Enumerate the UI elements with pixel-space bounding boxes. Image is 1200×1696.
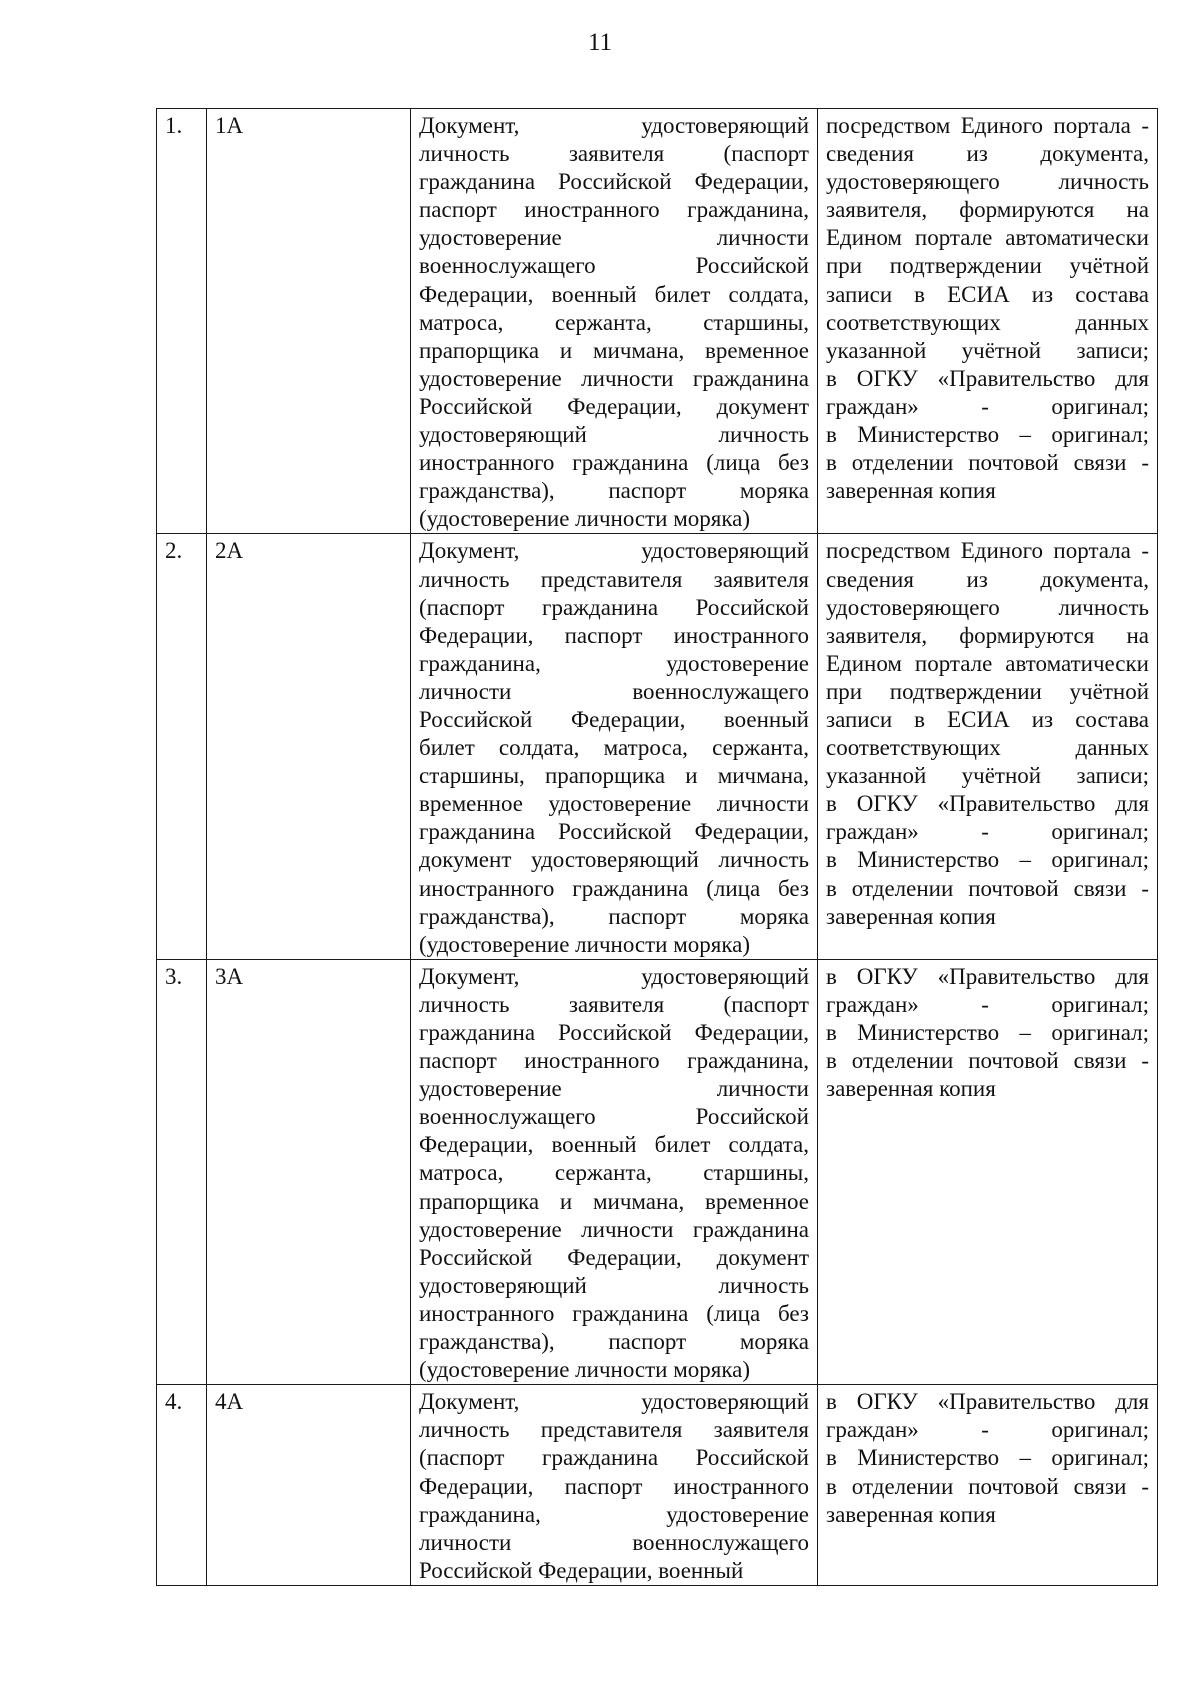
cell-text-line: записи в ЕСИА из состава: [826, 281, 1149, 307]
cell-text-line: личности военнослужащего: [419, 678, 809, 704]
cell-text-line: заявителя, формируются на: [826, 197, 1149, 223]
cell-text-line: удостоверение личности: [419, 225, 809, 251]
cell-text-line: граждан» - оригинал;: [826, 393, 1149, 419]
cell-text-line: удостоверяющий личность: [419, 1272, 809, 1298]
cell-text-line: удостоверяющего личность: [826, 594, 1149, 620]
table-row: [157, 959, 1158, 1384]
cell-text-line: в Министерство – оригинал;: [826, 1445, 1149, 1471]
cell-text-line: удостоверение личности гражданина: [419, 365, 809, 391]
cell-text-line: Федерации, паспорт иностранного: [419, 622, 809, 648]
row-number: 4.: [157, 1385, 207, 1586]
row-code: 3А: [207, 959, 411, 1384]
cell-text-line: иностранного гражданина (лица без: [419, 1300, 809, 1326]
cell-text-line: в Министерство – оригинал;: [826, 422, 1149, 448]
cell-text-line: в отделении почтовой связи -: [826, 1473, 1149, 1499]
cell-text-line: старшины, прапорщика и мичмана,: [419, 763, 809, 789]
cell-text-line: личность заявителя (паспорт: [419, 141, 809, 167]
cell-text-line: заверенная копия: [826, 1076, 996, 1102]
table-row: [157, 534, 1158, 959]
cell-text-line: личность заявителя (паспорт: [419, 991, 809, 1017]
row-number: 1.: [157, 109, 207, 534]
row-code: 1А: [207, 109, 411, 534]
cell-text-line: Едином портале автоматически: [826, 650, 1149, 676]
cell-text-line: в ОГКУ «Правительство для: [826, 365, 1149, 391]
cell-text-line: граждан» - оригинал;: [826, 991, 1149, 1017]
submission-method: [818, 959, 1158, 1384]
cell-text-line: гражданства), паспорт моряка: [419, 903, 809, 929]
cell-text-line: (удостоверение личности моряка): [419, 931, 751, 957]
cell-text-line: гражданина Российской Федерации,: [419, 169, 809, 195]
cell-text-line: паспорт иностранного гражданина,: [419, 197, 809, 223]
cell-text-line: Федерации, паспорт иностранного: [419, 1473, 809, 1499]
submission-method: [818, 534, 1158, 959]
cell-text-line: в отделении почтовой связи -: [826, 1048, 1149, 1074]
cell-text-line: в Министерство – оригинал;: [826, 1020, 1149, 1045]
cell-text-line: прапорщика и мичмана, временное: [419, 1188, 809, 1214]
cell-text-line: Российской Федерации, военный: [419, 706, 809, 732]
cell-text-line: гражданства), паспорт моряка: [419, 1329, 809, 1355]
cell-text-line: паспорт иностранного гражданина,: [419, 1048, 809, 1074]
cell-text-line: заверенная копия: [826, 478, 996, 504]
row-code: 2А: [207, 534, 411, 959]
cell-text-line: посредством Единого портала -: [826, 113, 1149, 138]
cell-text-line: Российской Федерации, документ: [419, 1244, 809, 1270]
cell-text-line: (удостоверение личности моряка): [419, 506, 751, 532]
cell-text-line: в Министерство – оригинал;: [826, 847, 1149, 873]
cell-text-line: граждан» - оригинал;: [826, 1417, 1149, 1443]
cell-text-line: заверенная копия: [826, 1501, 996, 1527]
document-description: [411, 109, 818, 534]
cell-text-line: временное удостоверение личности: [419, 791, 809, 817]
document-description: [411, 959, 818, 1384]
cell-text-line: удостоверяющего личность: [826, 169, 1149, 195]
cell-text-line: гражданства), паспорт моряка: [419, 478, 809, 504]
table-row: [157, 1385, 1158, 1586]
cell-text-line: Документ, удостоверяющий: [419, 963, 809, 989]
cell-text-line: в отделении почтовой связи -: [826, 450, 1149, 476]
submission-method: [818, 109, 1158, 534]
row-code: 4А: [207, 1385, 411, 1586]
cell-text-line: личность представителя заявителя: [419, 566, 809, 592]
cell-text-line: удостоверение личности гражданина: [419, 1216, 809, 1242]
cell-text-line: военнослужащего Российской: [419, 253, 809, 279]
cell-text-line: в ОГКУ «Правительство для: [826, 963, 1149, 989]
cell-text-line: записи в ЕСИА из состава: [826, 706, 1149, 732]
cell-text-line: в ОГКУ «Правительство для: [826, 791, 1149, 817]
cell-text-line: документ удостоверяющий личность: [419, 847, 809, 873]
cell-text-line: гражданина, удостоверение: [419, 650, 809, 676]
cell-text-line: соответствующих данных: [826, 309, 1149, 335]
page-number: 11: [587, 29, 613, 56]
submission-method: [818, 1385, 1158, 1586]
cell-text-line: заверенная копия: [826, 903, 996, 929]
cell-text-line: военнослужащего Российской: [419, 1104, 809, 1130]
cell-text-line: иностранного гражданина (лица без: [419, 450, 809, 476]
cell-text-line: гражданина Российской Федерации,: [419, 819, 809, 845]
cell-text-line: матроса, сержанта, старшины,: [419, 1160, 809, 1186]
cell-text-line: иностранного гражданина (лица без: [419, 875, 809, 901]
cell-text-line: указанной учётной записи;: [826, 337, 1149, 363]
cell-text-line: сведения из документа,: [826, 566, 1149, 592]
cell-text-line: заявителя, формируются на: [826, 622, 1149, 648]
cell-text-line: удостоверяющий личность: [419, 422, 809, 448]
document-description: [411, 1385, 818, 1586]
cell-text-line: граждан» - оригинал;: [826, 819, 1149, 845]
cell-text-line: соответствующих данных: [826, 735, 1149, 761]
cell-text-line: Российской Федерации, военный: [419, 1557, 744, 1583]
document-description: [411, 534, 818, 959]
cell-text-line: билет солдата, матроса, сержанта,: [419, 735, 809, 761]
cell-text-line: (паспорт гражданина Российской: [419, 1445, 809, 1471]
cell-text-line: Российской Федерации, документ: [419, 393, 809, 419]
cell-text-line: указанной учётной записи;: [826, 763, 1149, 789]
cell-text-line: Федерации, военный билет солдата,: [419, 281, 809, 307]
cell-text-line: в отделении почтовой связи -: [826, 875, 1149, 901]
cell-text-line: посредством Единого портала -: [826, 538, 1149, 564]
cell-text-line: (удостоверение личности моряка): [419, 1357, 751, 1383]
table-row: [157, 109, 1158, 534]
cell-text-line: Федерации, военный билет солдата,: [419, 1132, 809, 1158]
cell-text-line: при подтверждении учётной: [826, 678, 1149, 704]
documents-table: [156, 108, 1158, 1586]
row-number: 3.: [157, 959, 207, 1384]
cell-text-line: удостоверение личности: [419, 1076, 809, 1102]
cell-text-line: гражданина, удостоверение: [419, 1501, 809, 1527]
cell-text-line: сведения из документа,: [826, 141, 1149, 167]
cell-text-line: Едином портале автоматически: [826, 225, 1149, 251]
row-number: 2.: [157, 534, 207, 959]
cell-text-line: при подтверждении учётной: [826, 253, 1149, 279]
cell-text-line: матроса, сержанта, старшины,: [419, 309, 809, 335]
cell-text-line: личности военнослужащего: [419, 1529, 809, 1555]
cell-text-line: прапорщика и мичмана, временное: [419, 337, 809, 363]
cell-text-line: (паспорт гражданина Российской: [419, 594, 809, 620]
cell-text-line: Документ, удостоверяющий: [419, 1389, 809, 1415]
cell-text-line: Документ, удостоверяющий: [419, 113, 809, 138]
cell-text-line: гражданина Российской Федерации,: [419, 1020, 809, 1045]
cell-text-line: личность представителя заявителя: [419, 1417, 809, 1443]
cell-text-line: Документ, удостоверяющий: [419, 538, 809, 564]
cell-text-line: в ОГКУ «Правительство для: [826, 1389, 1149, 1415]
